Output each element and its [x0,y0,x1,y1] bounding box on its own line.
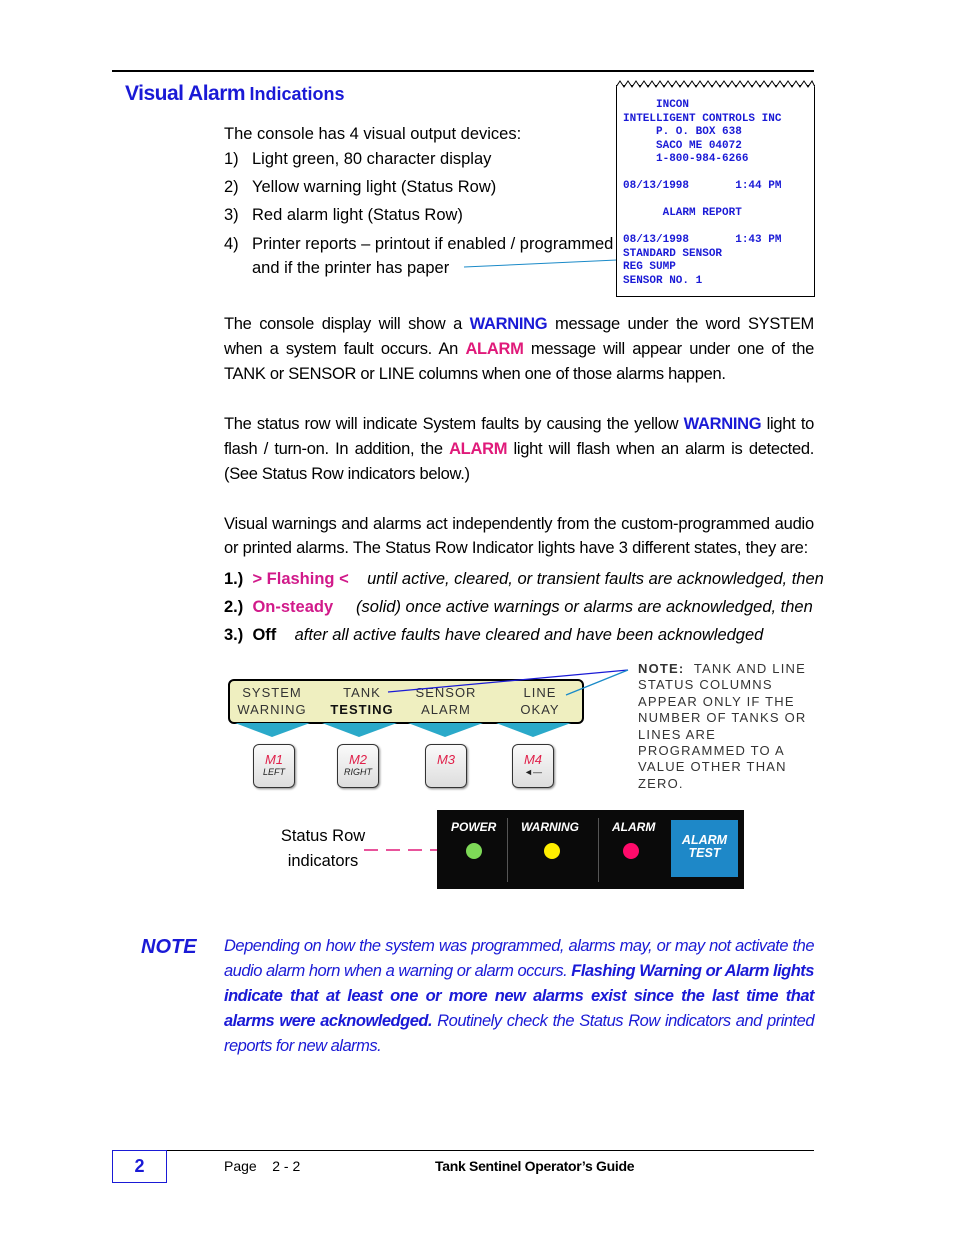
key-label: M3 [436,752,456,767]
list-text: Red alarm light (Status Row) [252,206,463,224]
alarm-test-line2: TEST [688,846,721,860]
state-off [224,626,763,645]
keyword-warning: WARNING [469,315,548,333]
receipt-line: SENSOR NO. 1 [623,274,703,287]
state-label: > Flashing < [252,570,349,588]
alarm-led-icon [623,843,639,859]
m3-key[interactable] [425,744,467,788]
footer-rule [112,1150,814,1151]
text-run: The console display will show a [224,315,470,333]
paragraph-display [224,312,814,387]
list-text: Light green, 80 character display [252,150,492,168]
header-rule [112,70,814,72]
list-num: 3) [224,206,239,224]
power-label: POWER [451,820,497,834]
tear-edge [616,80,815,88]
side-note [638,661,818,792]
list-item [224,147,614,175]
lcd-column-system [232,684,312,718]
list-num: 4) [224,235,239,253]
state-num: 1.) [224,570,244,588]
m1-key[interactable] [253,744,295,788]
receipt-line: P. O. BOX 638 [623,126,742,138]
receipt-line: REG SUMP [623,261,676,273]
state-label: On-steady [252,598,334,616]
state-flashing [224,570,824,589]
side-note-text: TANK AND LINE STATUS COLUMNS APPEAR ONLY IF THE NUMBER OF TANKS OR LINES ARE PROGRAMMED TO A VALUE OTHER THAN ZERO. [638,661,807,791]
note-text [224,934,814,1059]
lcd-line2: TESTING [330,702,394,717]
key-label: M2 [348,752,368,767]
list-item [224,203,614,232]
side-note-prefix: NOTE: [638,661,685,676]
footer-guide-title: Tank Sentinel Operator’s Guide [435,1158,635,1174]
lcd-line2: OKAY [520,702,560,717]
state-num: 2.) [224,598,244,616]
keyword-alarm: ALARM [465,340,524,358]
warning-led-icon [544,843,560,859]
receipt-line: SACO ME 04072 [623,139,742,152]
text-run: Routinely check the Status Row indicators and printed reports for new alarms. [224,1012,814,1055]
text-run: message under the word SYSTEM when a system fault occurs. An [224,315,814,358]
keyword-warning: WARNING [683,415,762,433]
power-led-icon [466,843,482,859]
note-callout-lines [380,665,640,705]
key-sublabel: ◄— [524,767,542,777]
state-on-steady [224,598,813,617]
text-run: light will flash when an alarm is detected. (See Status Row indicators below.) [224,440,814,483]
text-run: Depending on how the system was programmed, alarms may, or may not activate the audio alarm horn when a warning or alarm occurs. [224,937,814,980]
list-num: 2) [224,178,239,196]
lcd-line1: LINE [523,685,557,700]
key-sublabel: RIGHT [344,767,372,777]
receipt-connector [460,255,620,275]
state-label: Off [252,626,277,644]
state-desc: after all active faults have cleared and have been acknowledged [294,626,764,644]
list-num: 1) [224,150,239,168]
receipt-line: STANDARD SENSOR [623,247,723,260]
state-desc: until active, cleared, or transient faults are acknowledged, then [367,570,824,588]
alarm-label: ALARM [612,820,656,834]
list-text: Yellow warning light (Status Row) [252,178,497,196]
page-number-box: 2 [112,1150,167,1183]
status-label-line1: Status Row [280,827,366,845]
keyword-alarm: ALARM [449,440,508,458]
panel-divider [507,818,508,882]
printer-receipt [616,85,815,297]
footer-page-label: Page 2 - 2 [224,1158,301,1174]
note-emphasis: Flashing Warning or Alarm lights indicate that at least one or more new alarms exist since the last time that alarms were acknowledged. [224,962,814,1030]
panel-divider [598,818,599,882]
lcd-line1: SYSTEM [242,685,302,700]
alarm-test-line1: ALARM [681,833,728,847]
key-sublabel: LEFT [262,767,285,777]
text-run: message will appear under one of the TANK or SENSOR or LINE columns when one of those alarms happen. [224,340,814,383]
list-text: Printer reports – printout if enabled / programmed [252,235,614,253]
state-num: 3.) [224,626,244,644]
note-label: NOTE [141,936,197,958]
status-row-panel [437,810,744,889]
lcd-key-arrows [230,721,580,739]
lcd-line2: ALARM [421,702,471,717]
m4-key[interactable] [512,744,554,788]
text-run: light to flash / turn-on. In addition, the [224,415,815,458]
receipt-line: 08/13/1998 1:44 PM [623,180,782,192]
list-item [224,232,614,256]
lcd-line2: WARNING [237,702,307,717]
lcd-line1: TANK [343,685,381,700]
alarm-test-button[interactable] [671,820,738,877]
key-label: M4 [523,752,543,767]
m2-key[interactable] [337,744,379,788]
receipt-line: INCON [623,99,690,111]
status-label-line2: indicators [287,852,359,870]
receipt-line: ALARM REPORT [623,207,742,219]
list-item-continuation: and if the printer has paper [252,259,450,277]
title-main: Visual Alarm [125,82,246,105]
state-desc: (solid) once active warnings or alarms are acknowledged, then [356,598,813,616]
paragraph-independent: Visual warnings and alarms act independently from the custom-programmed audio or printed alarms. The Status Row Indicator lights have 3 different states, they are: [224,515,814,557]
warning-label: WARNING [521,820,579,834]
intro-lead: The console has 4 visual output devices: [224,125,522,143]
status-row-label [270,824,376,874]
lcd-line1: SENSOR [415,685,477,700]
list-item [224,175,614,203]
section-title [125,82,345,106]
paragraph-status-row [224,412,814,487]
receipt-line: 1-800-984-6266 [623,153,749,165]
receipt-line: INTELLIGENT CONTROLS INC [623,112,782,125]
title-sub: Indications [249,84,345,104]
key-label: M1 [264,752,284,767]
text-run: The status row will indicate System faults by causing the yellow [224,415,684,433]
receipt-line: 08/13/1998 1:43 PM [623,234,782,246]
